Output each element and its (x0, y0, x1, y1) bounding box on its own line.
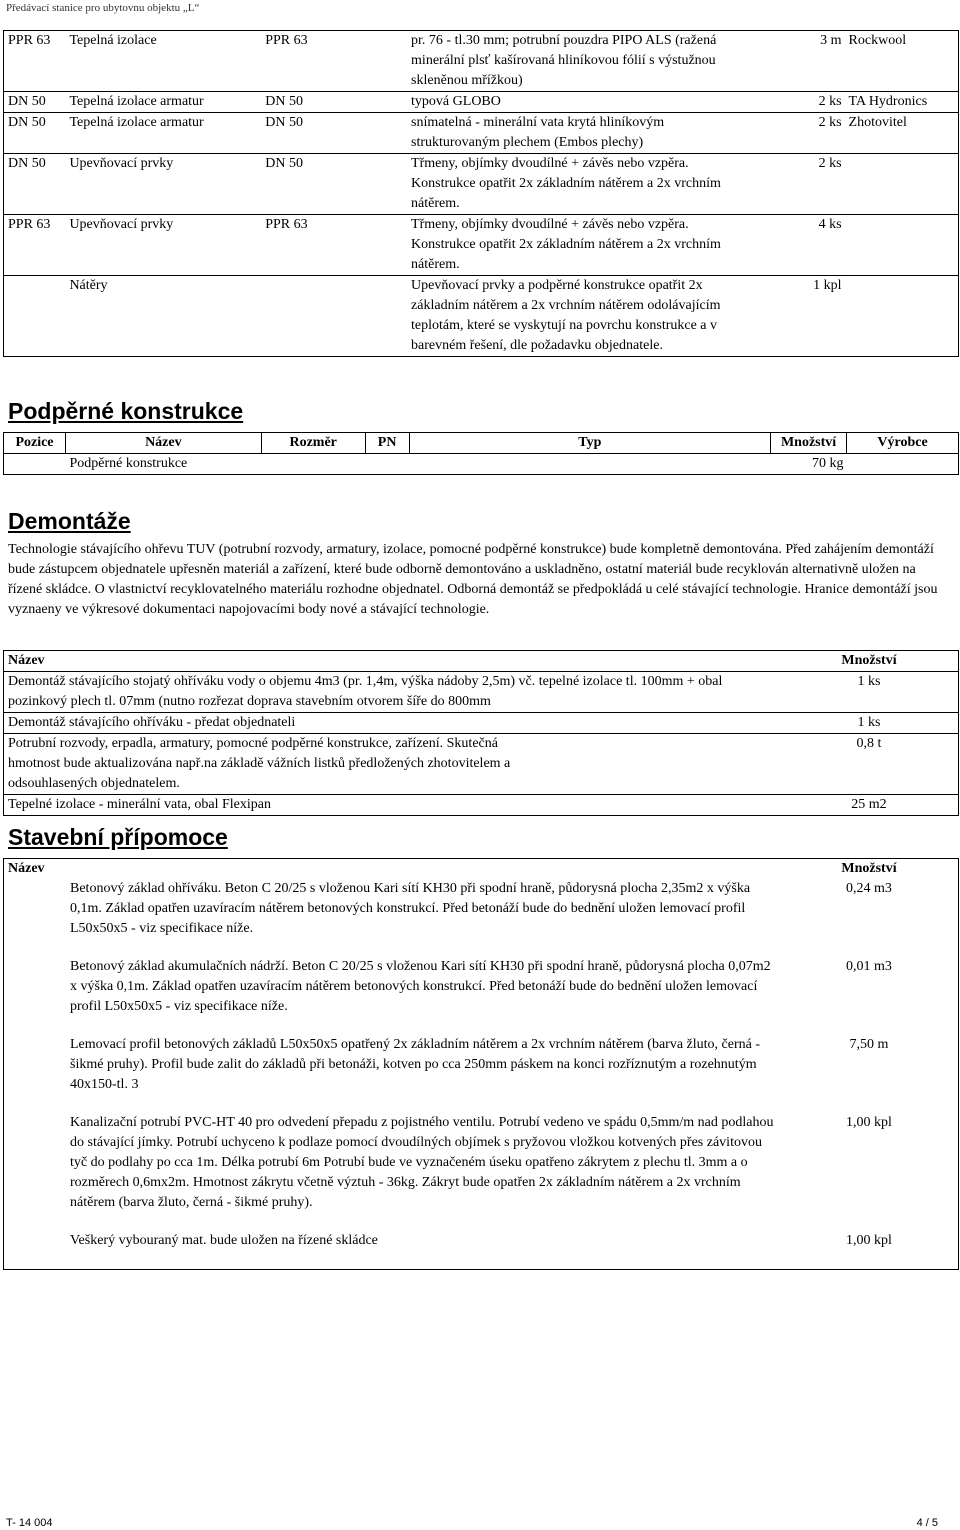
cell-vyrobce: Zhotovitel (845, 113, 959, 154)
cell-vyrobce: TA Hydronics (845, 92, 959, 113)
spec-table (3, 30, 959, 357)
page-header: Předávací stanice pro ubytovnu objektu „L“ (6, 2, 200, 14)
cell-vyrobce (845, 215, 959, 276)
section-title-podperne: Podpěrné konstrukce (8, 398, 244, 424)
cell-mnozstvi: 1,00 kpl (846, 1233, 892, 1248)
footer-doc-number: T- 14 004 (6, 1517, 53, 1529)
cell-nazev: Demontáž stávajícího ohříváku - předat objednateli (4, 713, 781, 734)
cell-mnozstvi: 0,01 m3 (846, 959, 892, 974)
table-row (4, 215, 959, 276)
table-row (4, 276, 959, 357)
cell-pozice (4, 276, 66, 357)
podperne-table (3, 432, 959, 475)
cell-nazev: Betonový základ ohříváku. Beton C 20/25 s vloženou Kari sítí KH30 při spodní hraně, půdorysná plocha 2,35m2 x výška 0,1m. Základ opatřen uzavíracím nátěrem betonových konstrukcí. Před betonáží bude do bednění uložen lemovací profil L50x50x5 - viz specifikace níže. (70, 881, 751, 936)
table-row (4, 672, 959, 713)
cell-nazev: Betonový základ akumulačních nádrží. Beton C 20/25 s vloženou Kari sítí KH30 při spodní hraně, půdorysná plocha 0,07m2 x výška 0,1m. Základ opatřen uzavíracím nátěrem betonových konstrukcí. Před betonáží bude do bednění uložen lemovací profil L50x50x5 - viz specifikace níže. (70, 959, 771, 1014)
cell-nazev: Podpěrné konstrukce (69, 456, 188, 471)
cell-typ: typová GLOBO (407, 92, 743, 113)
cell-rozmer: PPR 63 (261, 215, 407, 276)
cell-pozice: DN 50 (4, 113, 66, 154)
cell-nazev: Demontáž stávajícího stojatý ohříváku vody o objemu 4m3 (pr. 1,4m, výška nádoby 2,5m) vč. tepelné izolace tl. 100mm + obal pozinkový plech tl. 07mm (nutno rozřezat doprava stavebním otvorem šíře do 800mm (8, 674, 723, 709)
cell-mnozstvi: 0,8 t (780, 734, 959, 795)
cell-nazev: Tepelné izolace - minerální vata, obal Flexipan (4, 795, 781, 816)
cell-mnozstvi: 7,50 m (849, 1037, 889, 1052)
cell-rozmer: DN 50 (261, 113, 407, 154)
cell-rozmer: DN 50 (261, 154, 407, 215)
demontaze-table (3, 650, 959, 816)
col-header: Rozměr (261, 433, 365, 454)
cell-rozmer (261, 276, 407, 357)
cell-mnozstvi: 0,24 m3 (846, 881, 892, 896)
col-header-nazev: Název (8, 861, 45, 876)
table-row (4, 957, 959, 1035)
table-row (4, 154, 959, 215)
cell-vyrobce: Rockwool (845, 31, 959, 92)
table-row (4, 795, 959, 816)
col-header-nazev: Název (4, 651, 781, 672)
col-header: Typ (409, 433, 770, 454)
cell-mnozstvi: 1 kpl (743, 276, 845, 357)
cell-nazev: Kanalizační potrubí PVC-HT 40 pro odvedení přepadu z pojistného ventilu. Potrubí vedeno ve spádu 0,5mm/m nad podlahou do stávající jímky. Potrubí uchyceno k podlaze pomocí dvoudílných objímek s pryžovou vložkou kotvených přes závitovou tyč do podlahy po cca 1m. Délka potrubí 6m Potrubí bude ve vyznačeném úseku opatřeno zákrytem z plechu tl. 3mm a o rozměrech 0,6mx2m. Hmotnost zákrytu včetně výztuh - 36kg. Zákryt bude opatřen 2x základním nátěrem a 2x vrchním nátěrem (barva žluto, černá - šikmé pruhy). (70, 1115, 774, 1210)
cell-pozice: PPR 63 (4, 215, 66, 276)
cell-typ: Upevňovací prvky a podpěrné konstrukce opatřit 2x základním nátěrem a 2x vrchním nátěrem odolávajícím teplotám, které se vyskytují na povrchu konstrukce a v barevném řešení, dle požadavku objednatele. (407, 276, 743, 357)
table-row (4, 734, 959, 795)
col-header-mnozstvi: Množství (841, 861, 897, 876)
cell-typ: pr. 76 - tl.30 mm; potrubní pouzdra PIPO ALS (ražená minerální plsť kašírovaná hliníkovou fólií s výstužnou skleněnou mřížkou) (407, 31, 743, 92)
table-row (4, 1035, 959, 1113)
col-header: Množství (771, 433, 847, 454)
cell-pozice: DN 50 (4, 92, 66, 113)
cell-pozice: DN 50 (4, 154, 66, 215)
cell-mnozstvi: 1 ks (780, 713, 959, 734)
cell-nazev: Lemovací profil betonových základů L50x50x5 opatřený 2x základním nátěrem a 2x vrchním nátěrem (barva žluto, černá - šikmé pruhy). Profil bude zalit do základů při betonáži, kotven po cca 250mm páskem na konci rozříznutým a rozehnutým 40x150-tl. 3 (70, 1037, 761, 1092)
col-header: Název (65, 433, 261, 454)
cell-vyrobce (845, 276, 959, 357)
cell-typ: Třmeny, objímky dvoudílné + závěs nebo vzpěra. Konstrukce opatřit 2x základním nátěrem a 2x vrchním nátěrem. (407, 215, 743, 276)
cell-nazev: Tepelná izolace armatur (65, 113, 261, 154)
cell-mnozstvi: 2 ks (743, 92, 845, 113)
cell-rozmer: PPR 63 (261, 31, 407, 92)
col-header: Výrobce (847, 433, 959, 454)
cell-mnozstvi: 25 m2 (780, 795, 959, 816)
table-row (4, 1231, 959, 1270)
col-header: Pozice (4, 433, 66, 454)
cell-nazev: Upevňovací prvky (65, 215, 261, 276)
col-header-mnozstvi: Množství (780, 651, 959, 672)
table-row (4, 879, 959, 957)
cell-nazev: Nátěry (65, 276, 261, 357)
table-row (4, 31, 959, 92)
cell-nazev: Tepelná izolace armatur (65, 92, 261, 113)
cell-mnozstvi: 70 kg (812, 456, 844, 471)
cell-pozice: PPR 63 (4, 31, 66, 92)
col-header: PN (365, 433, 409, 454)
table-row (4, 1113, 959, 1231)
cell-mnozstvi: 4 ks (743, 215, 845, 276)
cell-vyrobce (845, 154, 959, 215)
cell-typ: snímatelná - minerální vata krytá hliníkovým strukturovaným plechem (Embos plechy) (407, 113, 743, 154)
cell-mnozstvi: 1,00 kpl (846, 1115, 892, 1130)
cell-typ: Třmeny, objímky dvoudílné + závěs nebo vzpěra. Konstrukce opatřit 2x základním nátěrem a 2x vrchním nátěrem. (407, 154, 743, 215)
cell-mnozstvi: 3 m (743, 31, 845, 92)
cell-nazev: Tepelná izolace (65, 31, 261, 92)
table-row (4, 113, 959, 154)
demontaze-text: Technologie stávajícího ohřevu TUV (potrubní rozvody, armatury, izolace, pomocné podpěrné konstrukce) bude kompletně demontována. Před zahájením demontáží bude zástupcem objednatele upřesněn materiál a zařízení, které bude odborně demontováno a uskladněno, ostatní materiál bude recyklován alternativně uložen na řízené skládce. O vlastnictví recyklovatelného materiálu rozhodne objednatel. Odborná demontáž se předpokládá u celé stávající technologie. Hranice demontáží jsou vyznaeny ve výkresové dokumentaci napojovacími body nové a stávající technologie. (8, 542, 938, 617)
cell-mnozstvi: 1 ks (857, 674, 881, 689)
cell-nazev: Potrubní rozvody, erpadla, armatury, pomocné podpěrné konstrukce, zařízení. Skutečná hmotnost bude aktualizována např.na základě vážních listků předložených zhotovitelem a odsouhlasených objednatelem. (4, 734, 781, 795)
cell-rozmer: DN 50 (261, 92, 407, 113)
cell-nazev: Upevňovací prvky (65, 154, 261, 215)
footer-page-number: 4 / 5 (916, 1517, 938, 1529)
cell-mnozstvi: 2 ks (743, 154, 845, 215)
section-title-stavebni: Stavební přípomoce (8, 824, 228, 850)
cell-mnozstvi: 2 ks (743, 113, 845, 154)
stavebni-table (3, 858, 959, 1270)
section-title-demontaze: Demontáže (8, 508, 131, 534)
table-row (4, 92, 959, 113)
cell-nazev: Veškerý vybouraný mat. bude uložen na řízené skládce (70, 1233, 378, 1248)
table-row (4, 454, 959, 475)
table-row (4, 713, 959, 734)
